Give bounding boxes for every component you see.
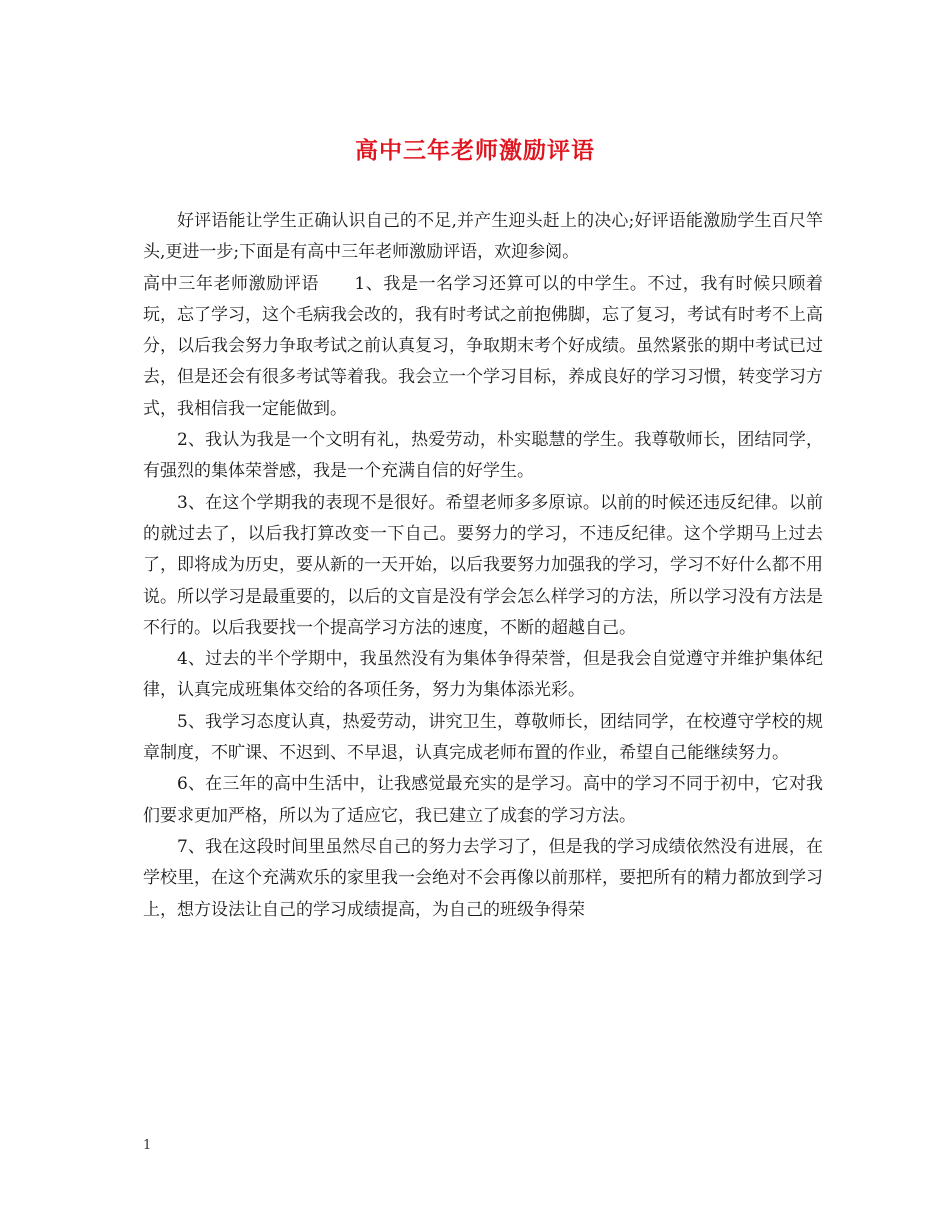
document-body xyxy=(143,206,823,926)
paragraph-7: 7、我在这段时间里虽然尽自己的努力去学习了，但是我的学习成绩依然没有进展，在学校里，在这个充满欢乐的家里我一会绝对不会再像以前那样，要把所有的精力都放到学习上，想方设法让自己的学习成绩提高，为自己的班级争得荣 xyxy=(143,836,823,920)
intro-paragraph: 好评语能让学生正确认识自己的不足,并产生迎头赶上的决心;好评语能激励学生百尺竿头,更进一步;下面是有高中三年老师激励评语，欢迎参阅。 xyxy=(143,211,823,263)
document-title: 高中三年老师激励评语 xyxy=(355,137,595,164)
paragraph-4: 4、过去的半个学期中，我虽然没有为集体争得荣誉，但是我会自觉遵守并维护集体纪律，认真完成班集体交给的各项任务，努力为集体添光彩。 xyxy=(143,649,823,701)
paragraph-5: 5、我学习态度认真，热爱劳动，讲究卫生，尊敬师长，团结同学，在校遵守学校的规章制度，不旷课、不迟到、不早退，认真完成老师布置的作业，希望自己能继续努力。 xyxy=(143,711,823,764)
section-paragraph-1: 高中三年老师激励评语 1、我是一名学习还算可以的中学生。不过，我有时候只顾着玩，忘了学习，这个毛病我会改的，我有时考试之前抱佛脚，忘了复习，考试有时考不上高分，以后我会努力争取考试之前认真复习，争取期末考个好成绩。虽然紧张的期中考试已过去，但是还会有很多考试等着我。我会立一个学习目标，养成良好的学习习惯，转变学习方式，我相信我一定能做到。 xyxy=(143,273,823,419)
page-number: 1 xyxy=(143,1138,152,1153)
paragraph-3: 3、在这个学期我的表现不是很好。希望老师多多原谅。以前的时候还违反纪律。以前的就过去了，以后我打算改变一下自己。要努力的学习，不违反纪律。这个学期马上过去了，即将成为历史，要从新的一天开始，以后我要努力加强我的学习，学习不好什么都不用说。所以学习是最重要的，以后的文盲是没有学会怎么样学习的方法，所以学习没有方法是不行的。以后我要找一个提高学习方法的速度，不断的超越自己。 xyxy=(143,492,823,638)
paragraph-2: 2、我认为我是一个文明有礼，热爱劳动，朴实聪慧的学生。我尊敬师长，团结同学，有强烈的集体荣誉感，我是一个充满自信的好学生。 xyxy=(143,430,823,482)
paragraph-6: 6、在三年的高中生活中，让我感觉最充实的是学习。高中的学习不同于初中，它对我们要求更加严格，所以为了适应它，我已建立了成套的学习方法。 xyxy=(143,774,823,826)
